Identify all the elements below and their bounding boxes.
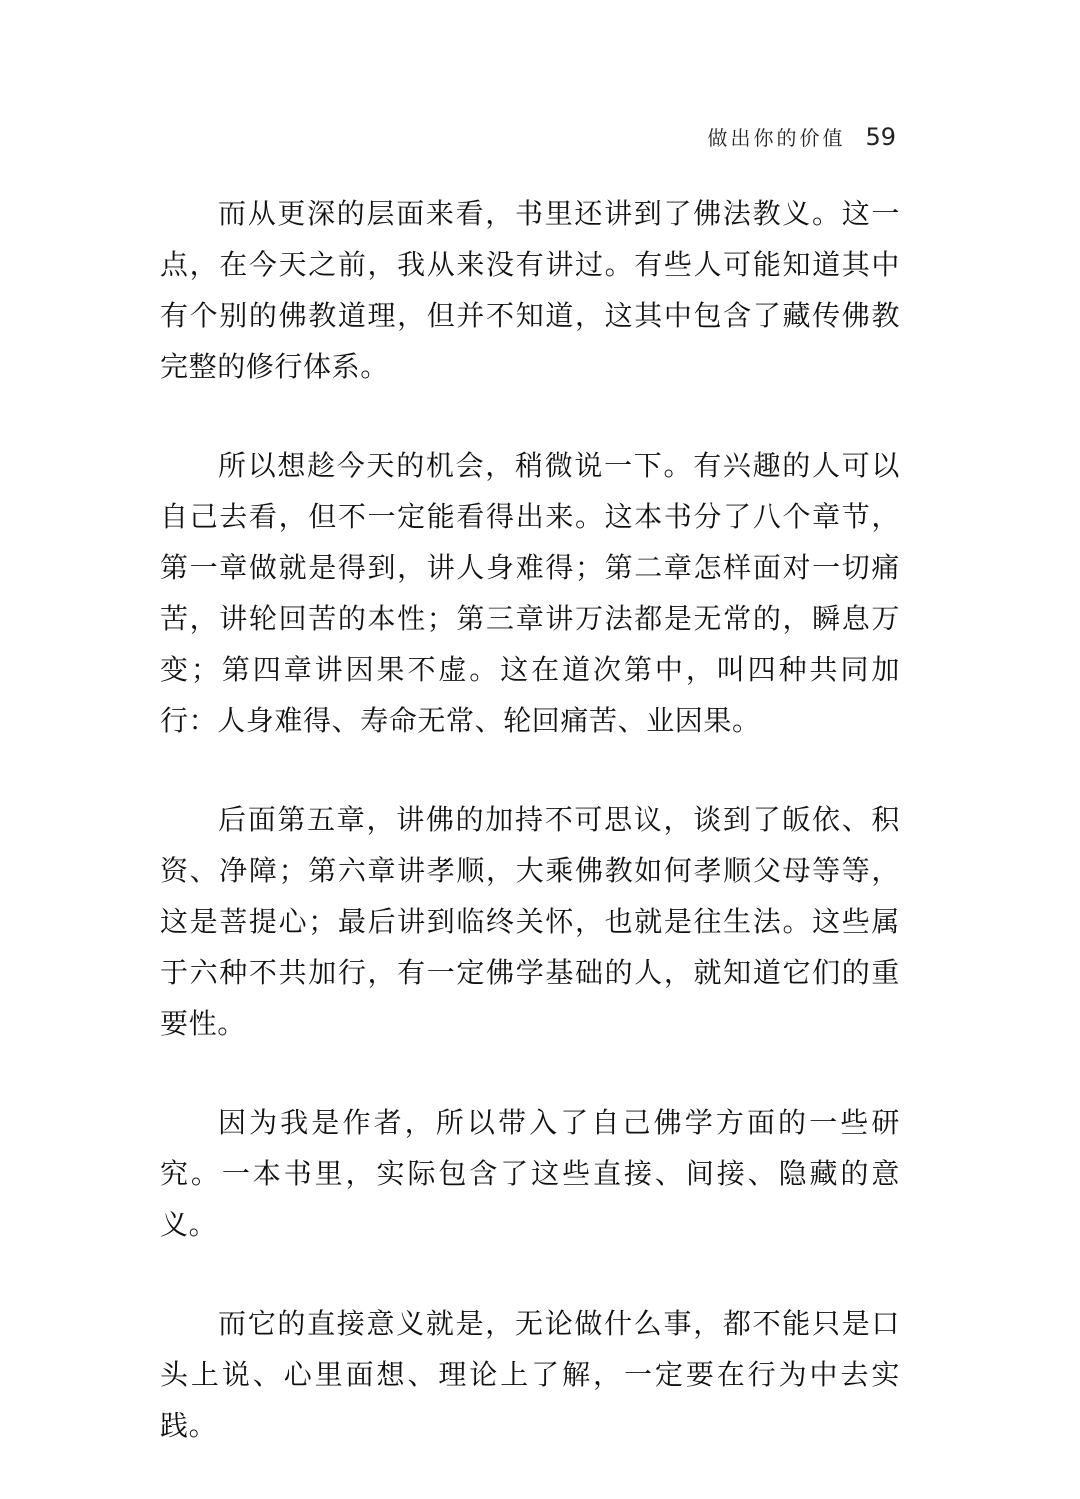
body-text (160, 188, 900, 1499)
paragraph: 后面第五章，讲佛的加持不可思议，谈到了皈依、积资、净障；第六章讲孝顺，大乘佛教如何孝顺父母等等，这是菩提心；最后讲到临终关怀，也就是往生法。这些属于六种不共加行，有一定佛学基础的人，就知道它们的重要性。 (160, 803, 900, 1040)
paragraph: 因为我是作者，所以带入了自己佛学方面的一些研究。一本书里，实际包含了这些直接、间接、隐藏的意义。 (160, 1106, 900, 1241)
page-number: 59 (865, 123, 896, 151)
running-header (707, 122, 896, 151)
paragraph: 所以想趁今天的机会，稍微说一下。有兴趣的人可以自己去看，但不一定能看得出来。这本书分了八个章节，第一章做就是得到，讲人身难得；第二章怎样面对一切痛苦，讲轮回苦的本性；第三章讲万法都是无常的，瞬息万变；第四章讲因果不虚。这在道次第中，叫四种共同加行：人身难得、寿命无常、轮回痛苦、业因果。 (160, 449, 900, 737)
paragraph: 而它的直接意义就是，无论做什么事，都不能只是口头上说、心里面想、理论上了解，一定要在行为中去实践。 (160, 1307, 900, 1442)
chapter-title: 做出你的价值 (707, 126, 846, 150)
paragraph: 而从更深的层面来看，书里还讲到了佛法教义。这一点，在今天之前，我从来没有讲过。有些人可能知道其中有个别的佛教道理，但并不知道，这其中包含了藏传佛教完整的修行体系。 (160, 197, 900, 383)
